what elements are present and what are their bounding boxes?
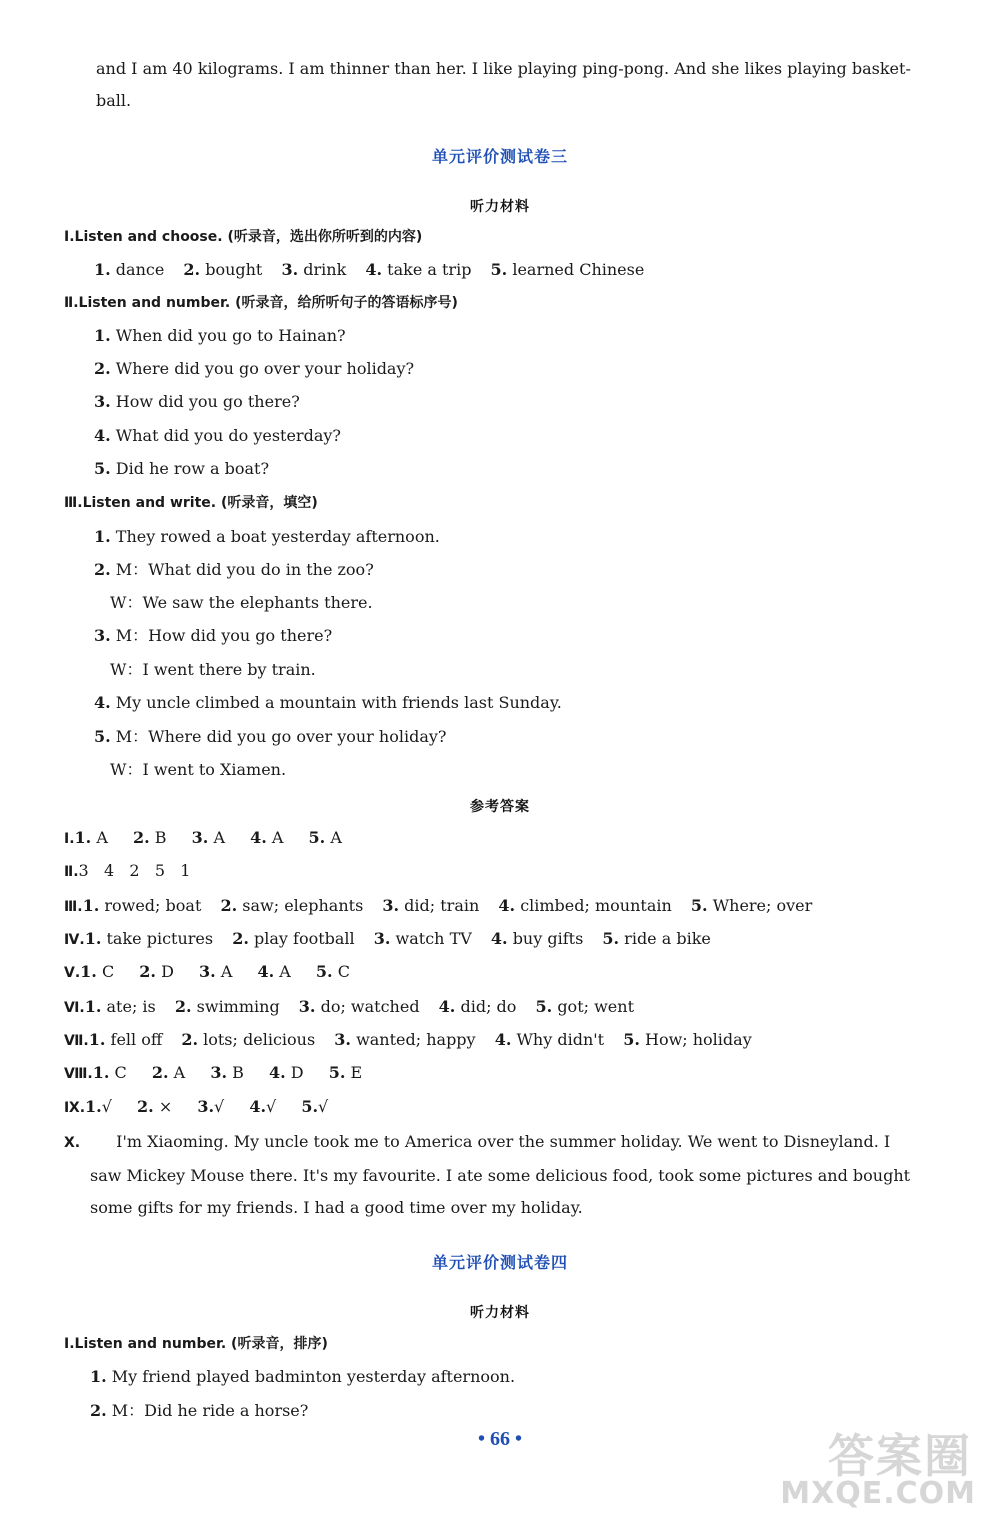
essay-line-2: saw Mickey Mouse there. It's my favourite. I ate some delicious food, took some pictures and bought [90,1166,911,1185]
item-text: do; watched [320,997,420,1016]
answer-numeral: Ⅰ. [64,831,75,847]
item-text: M：What did you do in the zoo? [115,560,374,579]
answer-numeral: Ⅶ. [64,1033,89,1049]
item-text: C [101,962,115,981]
item-number: 5. [690,896,708,915]
item-number: 3. [373,929,391,948]
section-1-items [94,259,644,281]
answer-row-3 [64,895,812,918]
test4-section-1-header [64,1333,328,1355]
item-text: C [114,1063,127,1082]
item-number: 3. [191,828,209,847]
item-number: 2. [94,560,111,579]
list-item [94,458,269,480]
answer-row-1 [64,827,342,850]
item-number: 5. [94,459,111,478]
answer-numeral: Ⅲ. [64,899,83,915]
list-item [94,559,374,581]
item-number: 2. [220,896,238,915]
item-text: B [154,828,167,847]
item-text: watch TV [395,929,472,948]
item-number: 3. [94,392,111,411]
item-text: swimming [196,997,280,1016]
item-text: did; train [404,896,480,915]
item-text: √ [318,1097,329,1116]
item-text: fell off [110,1030,163,1049]
item-text: √ [101,1097,112,1116]
test3-listening-heading: 听力材料 [470,199,530,215]
section-2-header [64,292,458,314]
item-number: 2. [183,260,201,279]
list-item [110,659,316,681]
answer-row-9 [64,1096,328,1119]
list-item [94,391,300,413]
item-text: learned Chinese [512,260,645,279]
item-text: saw; elephants [242,896,364,915]
essay-text: I'm Xiaoming. My uncle took me to America over the summer holiday. We went to Disneyland. I [116,1132,891,1151]
item-number: 4. [94,693,111,712]
item-text: A [279,962,291,981]
item-text: E [350,1063,363,1082]
item-text: B [232,1063,244,1082]
item-text: My friend played badminton yesterday afternoon. [111,1367,516,1386]
page-number: • 66 • [477,1428,522,1450]
answer-numeral: Ⅳ. [64,932,85,948]
item-text: did; do [460,997,517,1016]
item-number: 5. [623,1030,640,1049]
item-text: A [96,828,108,847]
item-text: C [337,962,350,981]
item-number: 1. [94,326,111,345]
item-text: Where did you go over your holiday? [115,359,415,378]
section-numeral: Ⅱ. [64,295,79,311]
item-number: 1. [92,1063,110,1082]
item-number: 3. [210,1063,228,1082]
item-text: How; holiday [644,1030,752,1049]
essay-line-3: some gifts for my friends. I had a good time over my holiday. [90,1198,583,1217]
section-label: Listen and write. (听录音，填空) [82,495,318,511]
item-text: When did you go to Hainan? [115,326,346,345]
item-text: play football [254,929,355,948]
watermark-logo [732,1420,982,1510]
item-text: Why didn't [516,1030,605,1049]
item-text: take pictures [106,929,214,948]
item-number: 1. [85,1097,102,1116]
item-number: 2. [90,1401,107,1420]
section-label: Listen and choose. (听录音，选出你所听到的内容) [74,229,423,245]
item-number: 5. [328,1063,346,1082]
item-number: 4. [249,1097,267,1116]
item-text: My uncle climbed a mountain with friends last Sunday. [115,693,562,712]
watermark-logo-text: 答案圈 [828,1429,972,1483]
item-text: drink [303,260,347,279]
item-number: 3. [298,997,316,1016]
item-text: rowed; boat [104,896,202,915]
item-text: 3 4 2 5 1 [78,861,191,880]
item-number: 1. [82,896,100,915]
item-number: 1. [90,1367,107,1386]
item-text: M：How did you go there? [115,626,333,645]
item-number: 2. [94,359,111,378]
item-number: 1. [80,962,97,981]
item-number: 4. [94,426,111,445]
item-number: 5. [535,997,553,1016]
list-item [94,692,562,714]
item-number: 5. [301,1097,319,1116]
list-item [110,759,286,781]
answer-row-4 [64,928,711,951]
item-number: 5. [490,260,508,279]
item-text: take a trip [387,260,472,279]
test4-title: 单元评价测试卷四 [431,1253,568,1272]
answer-numeral: Ⅵ. [64,1000,85,1016]
item-text: A [220,962,233,981]
item-text: lots; delicious [203,1030,316,1049]
item-text: wanted; happy [356,1030,476,1049]
item-text: They rowed a boat yesterday afternoon. [115,527,440,546]
item-text: ate; is [106,997,156,1016]
item-number: 2. [181,1030,199,1049]
list-item [94,726,446,748]
item-text: D [161,962,174,981]
item-text: ride a bike [624,929,711,948]
answers-heading: 参考答案 [470,799,530,815]
item-number: 1. [74,828,92,847]
item-number: 4. [490,929,508,948]
item-text: Did he row a boat? [115,459,270,478]
list-item [94,358,414,380]
item-text: √ [214,1097,225,1116]
item-number: 4. [365,260,383,279]
answer-row-5 [64,961,350,984]
intro-line-2: ball. [96,91,132,110]
section-3-header [64,492,318,514]
item-number: 3. [197,1097,215,1116]
item-text: M：Did he ride a horse? [111,1401,309,1420]
watermark-site: MXQE.COM [780,1476,976,1511]
item-number: 2. [232,929,249,948]
item-text: A [213,828,225,847]
item-text: M：Where did you go over your holiday? [115,727,447,746]
list-item [94,526,440,548]
item-number: 1. [88,1030,106,1049]
answer-row-6 [64,996,634,1019]
essay-line-1 [64,1131,890,1154]
item-text: How did you go there? [115,392,300,411]
item-text: bought [205,260,263,279]
list-item [90,1400,308,1422]
item-number: 3. [382,896,400,915]
answer-numeral: Ⅴ. [64,965,81,981]
item-number: 3. [334,1030,351,1049]
answer-row-8 [64,1062,362,1085]
item-text: Where; over [712,896,813,915]
item-number: 2. [151,1063,169,1082]
section-label: Listen and number. (听录音，排序) [74,1336,328,1352]
item-number: 1. [84,929,102,948]
item-number: 4. [257,962,275,981]
item-text: What did you do yesterday? [115,426,341,445]
list-item [90,1366,515,1388]
item-text: A [173,1063,186,1082]
list-item [94,625,332,647]
item-number: 1. [84,997,102,1016]
item-text: × [158,1097,173,1116]
section-numeral: Ⅰ. [64,1336,75,1352]
item-text: D [290,1063,304,1082]
answer-numeral: Ⅸ. [64,1100,86,1116]
item-text: climbed; mountain [520,896,672,915]
item-text: got; went [557,997,634,1016]
item-text: A [271,828,284,847]
item-number: 3. [94,626,111,645]
item-number: 4. [268,1063,286,1082]
item-text: √ [266,1097,277,1116]
item-number: 2. [174,997,192,1016]
item-number: 4. [438,997,456,1016]
test3-title: 单元评价测试卷三 [431,147,568,166]
item-text: W：We saw the elephants there. [110,593,373,612]
section-numeral: Ⅰ. [64,229,75,245]
item-number: 5. [602,929,620,948]
item-number: 4. [498,896,516,915]
answer-row-2 [64,860,190,883]
section-numeral: Ⅲ. [64,495,83,511]
item-number: 5. [308,828,326,847]
item-number: 1. [94,260,111,279]
item-number: 3. [281,260,299,279]
answer-numeral: Ⅱ. [64,864,79,880]
item-number: 2. [137,1097,154,1116]
item-number: 2. [139,962,156,981]
item-text: A [330,828,342,847]
item-number: 3. [199,962,216,981]
answer-numeral: Ⅹ. [64,1135,81,1151]
section-label: Listen and number. (听录音，给所听句子的答语标序号) [78,295,458,311]
list-item [94,325,346,347]
item-number: 4. [494,1030,512,1049]
list-item [110,592,373,614]
section-1-header [64,226,422,248]
item-number: 5. [315,962,333,981]
item-text: W：I went there by train. [110,660,316,679]
test4-listening-heading: 听力材料 [470,1305,530,1321]
item-number: 4. [250,828,267,847]
item-text: dance [115,260,165,279]
answer-numeral: Ⅷ. [64,1066,93,1082]
item-text: W：I went to Xiamen. [110,760,287,779]
item-number: 5. [94,727,111,746]
list-item [94,425,341,447]
intro-line-1: and I am 40 kilograms. I am thinner than her. I like playing ping-pong. And she likes playing basket- [96,59,911,78]
item-text: buy gifts [512,929,584,948]
item-number: 2. [132,828,150,847]
answer-row-7 [64,1029,752,1052]
item-number: 1. [94,527,111,546]
